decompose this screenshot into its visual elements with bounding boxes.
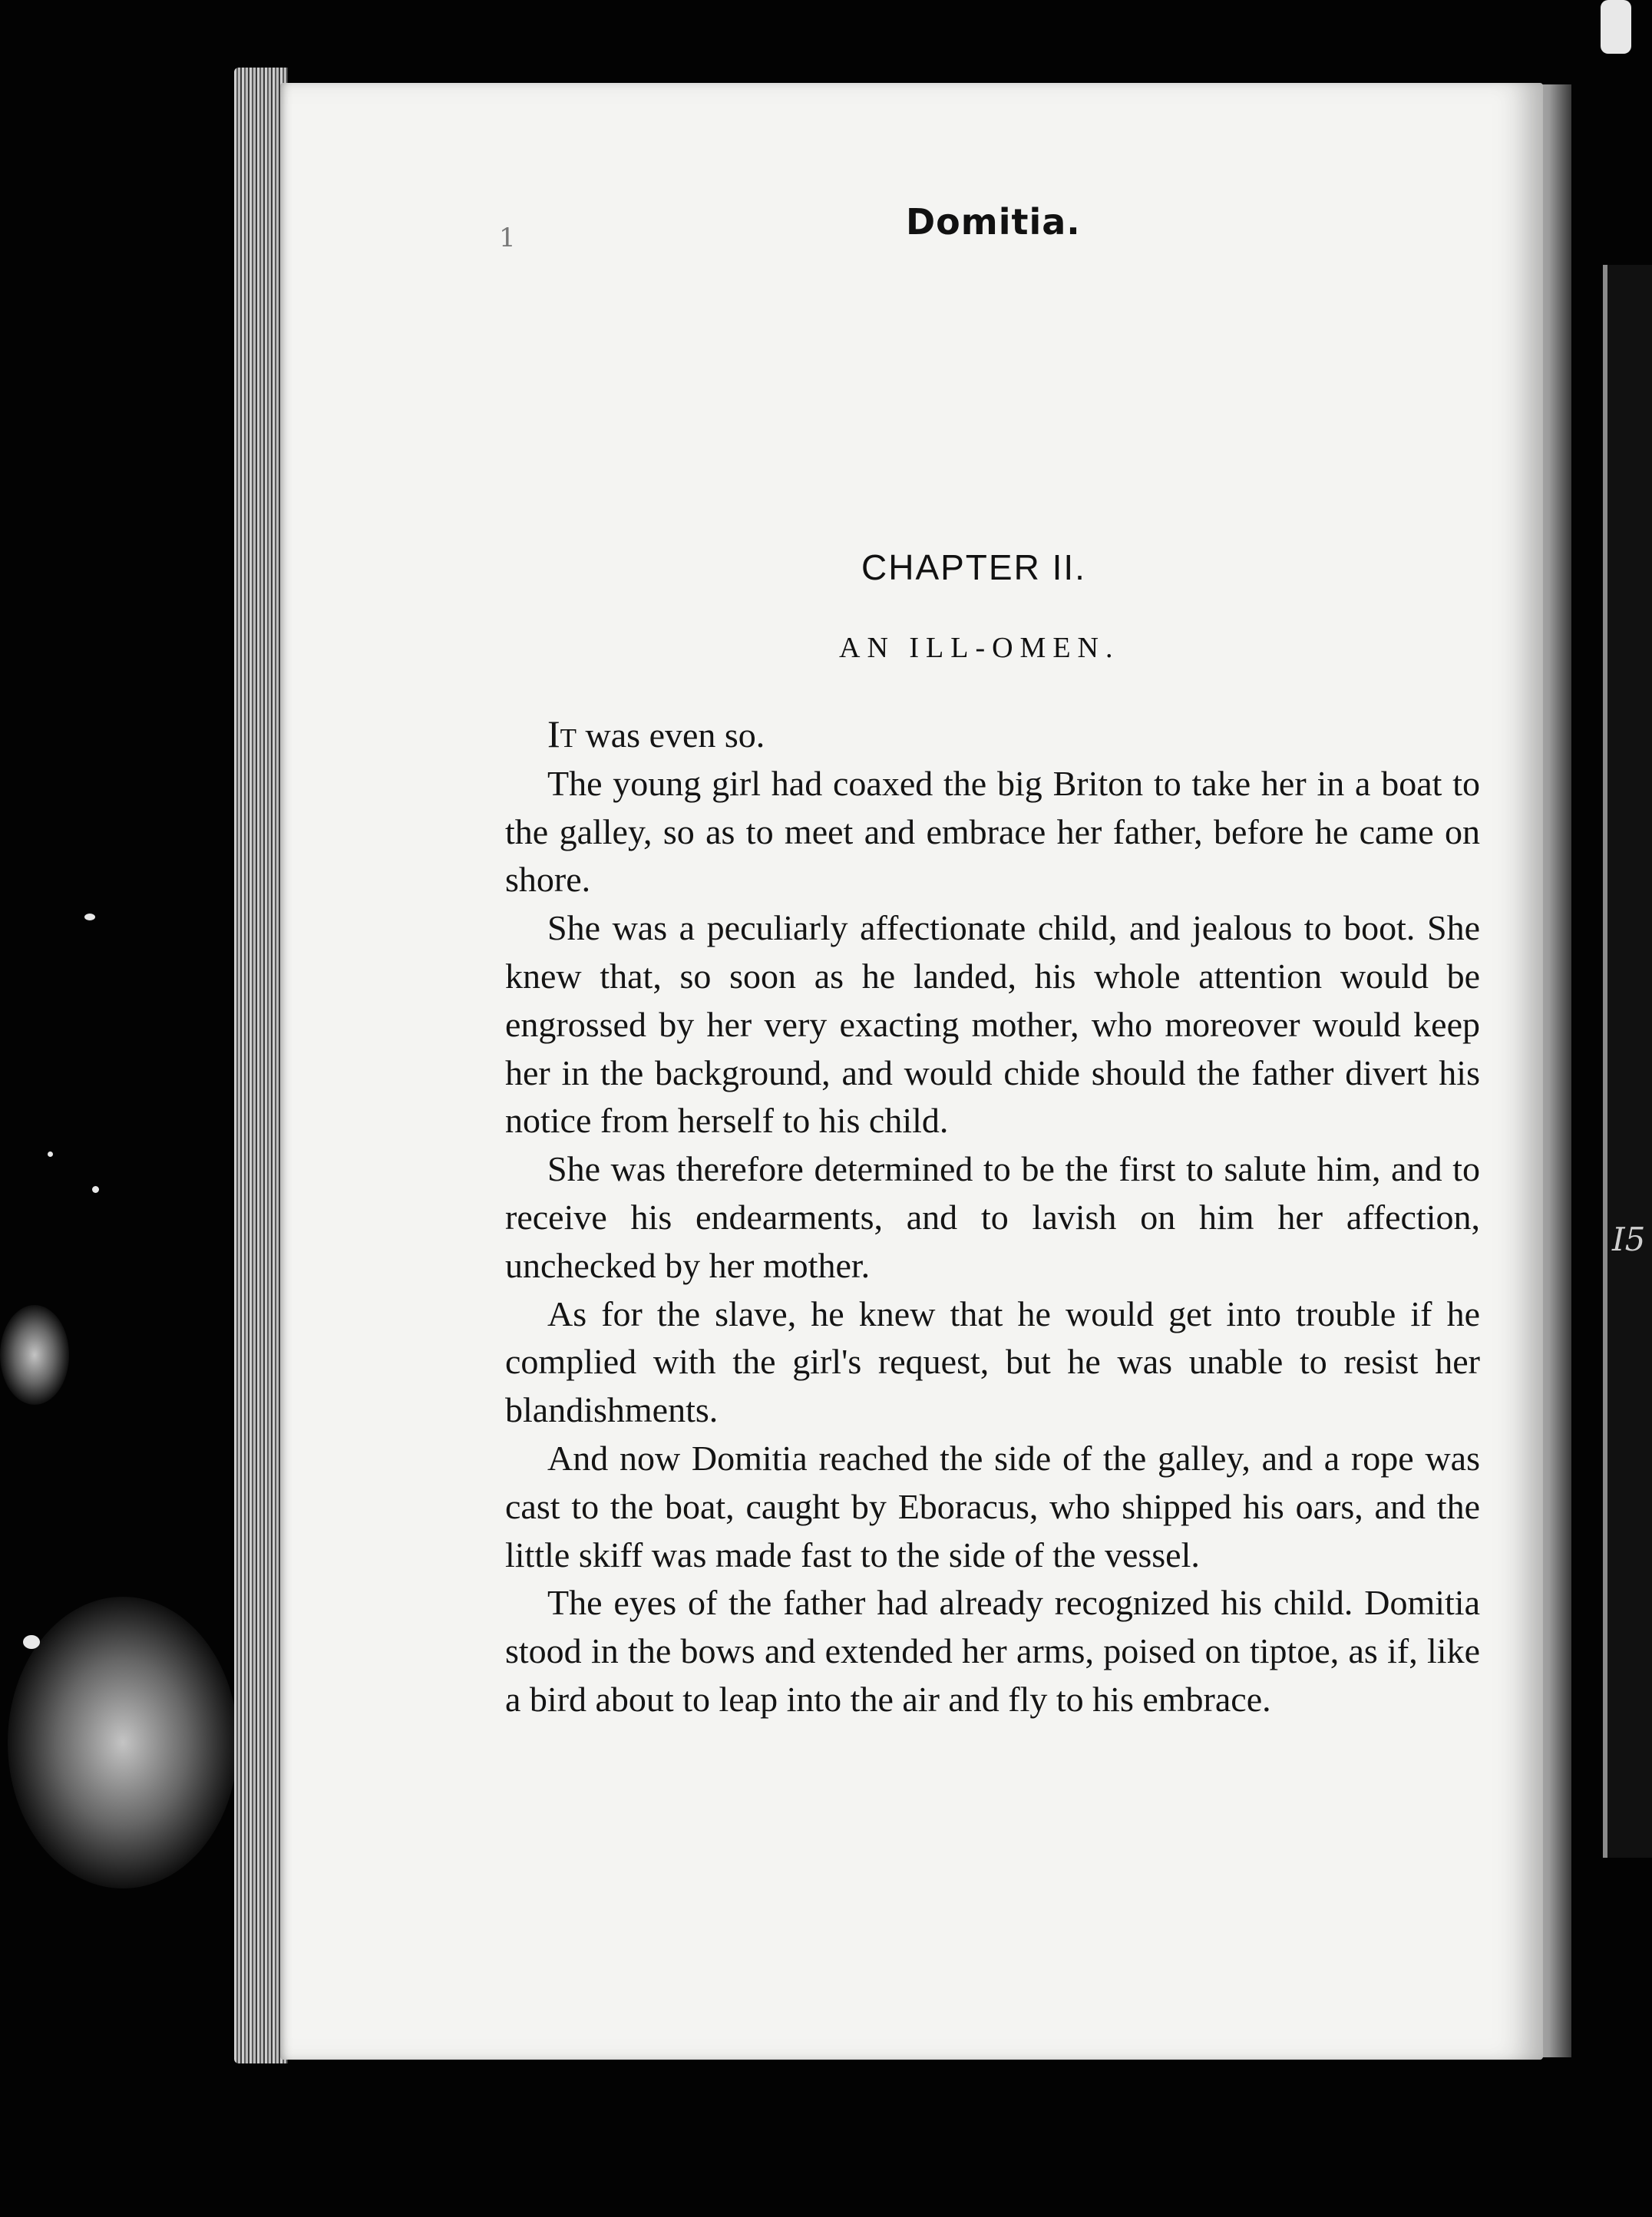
paragraph: She was therefore determined to be the first to salute him, and to receive his endearments, and to lavish on him her affection, unchecked by her mother. bbox=[505, 1149, 1480, 1285]
paragraph bbox=[505, 710, 1480, 760]
scan-speck bbox=[23, 1635, 40, 1649]
paragraph: And now Domitia reached the side of the galley, and a rope was cast to the boat, caught by Eboracus, who shipped his oars, and the little skiff was made fast to the side of the vessel. bbox=[505, 1438, 1480, 1574]
chapter-body bbox=[505, 710, 1480, 1724]
paragraph: The young girl had coaxed the big Briton to take her in a boat to the galley, so as to meet and embrace her father, before he came on shore. bbox=[505, 763, 1480, 900]
chapter-title: CHAPTER II. bbox=[861, 547, 1086, 587]
scan-smudge bbox=[8, 1597, 238, 1888]
chapter-subtitle: AN ILL-OMEN. bbox=[839, 632, 1120, 664]
page-number: 1 bbox=[499, 223, 516, 253]
paragraph: She was a peculiarly affectionate child, and jealous to boot. She knew that, so soon as he landed, his whole attention would be engrossed by her very exacting mother, who moreover would keep her in the background, and would chide should the father divert his notice from herself to his child. bbox=[505, 908, 1480, 1141]
facing-page-illustration bbox=[1603, 265, 1652, 1858]
paragraph: As for the slave, he knew that he would get into trouble if he complied with the girl's request, but he was unable to resist her blandishments. bbox=[505, 1294, 1480, 1430]
scan-speck bbox=[48, 1151, 53, 1157]
facing-page-mark: I5 bbox=[1612, 1221, 1646, 1258]
scan-speck bbox=[84, 914, 95, 920]
scan-speck bbox=[92, 1186, 99, 1193]
paragraph-text: was even so. bbox=[577, 715, 765, 755]
paragraph: The eyes of the father had already recognized his child. Domitia stood in the bows and extended her arms, poised on tiptoe, as if, like a bird about to leap into the air and fly to his embrace. bbox=[505, 1583, 1480, 1719]
running-head: Domitia. bbox=[906, 201, 1081, 243]
opening-words: It bbox=[547, 712, 577, 755]
scan-speck bbox=[1601, 0, 1631, 54]
scan-smudge bbox=[0, 1305, 69, 1405]
